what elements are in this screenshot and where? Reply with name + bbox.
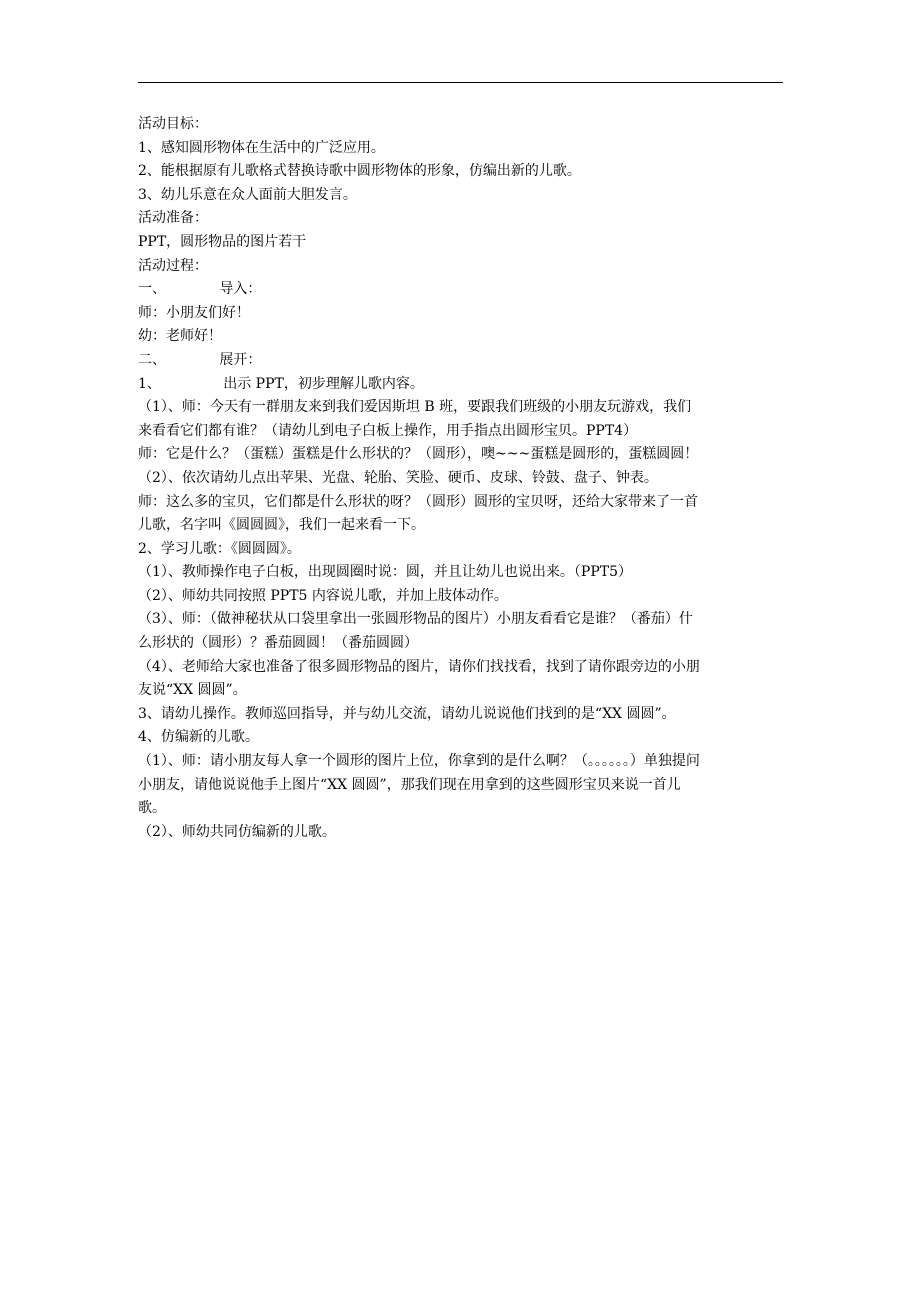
text-line: （4）、老师给大家也准备了很多圆形物品的图片，请你们找找看，找到了请你跟旁边的小朋 [138,658,700,675]
text-line: 歌。 [138,800,166,817]
text-line: （1）、师：今天有一群朋友来到我们爱因斯坦 B 班，要跟我们班级的小朋友玩游戏，我们 [138,399,692,416]
text-line: 3、幼儿乐意在众人面前大胆发言。 [138,186,357,203]
text-line: 2、能根据原有儿歌格式替换诗歌中圆形物体的形象，仿编出新的儿歌。 [138,163,581,180]
text-line: （1）、教师操作电子白板，出现圆圈时说：圆，并且让幼儿也说出来。（PPT5） [138,564,632,581]
text-line: 小朋友，请他说说他手上图片“XX 圆圆”，那我们现在用拿到的这些圆形宝贝来说一首儿 [138,776,681,793]
text-line: 儿歌，名字叫《圆圆圆》，我们一起来看一下。 [138,517,425,534]
text-line: （3）、师：（做神秘状从口袋里拿出一张圆形物品的图片）小朋友看看它是谁？（番茄）什 [138,611,693,628]
text-line: （1）、师：请小朋友每人拿一个圆形的图片上位，你拿到的是什么啊？（。。。。。。）单独提问 [138,753,700,770]
text-line: 3、请幼儿操作。教师巡回指导，并与幼儿交流，请幼儿说说他们找到的是“XX 圆圆”。 [138,705,676,722]
text-line: 活动目标： [138,116,208,132]
text-line: 活动过程： [138,257,208,274]
text-line: 友说“XX 圆圆”。 [138,682,247,699]
text-line: 师：这么多的宝贝，它们都是什么形状的呀？（圆形）圆形的宝贝呀，还给大家带来了一首 [138,493,698,510]
document-body [138,113,788,844]
text-line: 二、 展开： [138,351,262,368]
text-line: 2、学习儿歌：《圆圆圆》。 [138,540,301,557]
text-line: （2）、师幼共同仿编新的儿歌。 [138,823,336,840]
text-line: 一、 导入： [138,281,262,298]
text-line: 活动准备： [138,210,208,227]
text-line: 1、感知圆形物体在生活中的广泛应用。 [138,139,385,156]
text-line: 师：小朋友们好！ [138,304,250,321]
text-line: 么形状的（圆形）？番茄圆圆！（番茄圆圆） [138,635,418,652]
text-line: PPT，圆形物品的图片若干 [138,233,307,250]
text-line: （2）、师幼共同按照 PPT5 内容说儿歌，并加上肢体动作。 [138,587,508,604]
text-line: 1、 出示 PPT，初步理解儿歌内容。 [138,375,424,392]
text-line: 4、仿编新的儿歌。 [138,729,259,746]
text-line: 来看看它们都有谁？（请幼儿到电子白板上操作，用手指点出圆形宝贝。PPT4） [138,422,638,439]
text-line: 幼：老师好！ [138,328,222,345]
text-line: 师：它是什么？（蛋糕）蛋糕是什么形状的？（圆形），噢~~~蛋糕是圆形的，蛋糕圆圆！ [138,446,699,463]
header-rule [138,82,783,83]
text-line: （2）、依次请幼儿点出苹果、光盘、轮胎、笑脸、硬币、皮球、铃鼓、盘子、钟表。 [138,469,658,486]
